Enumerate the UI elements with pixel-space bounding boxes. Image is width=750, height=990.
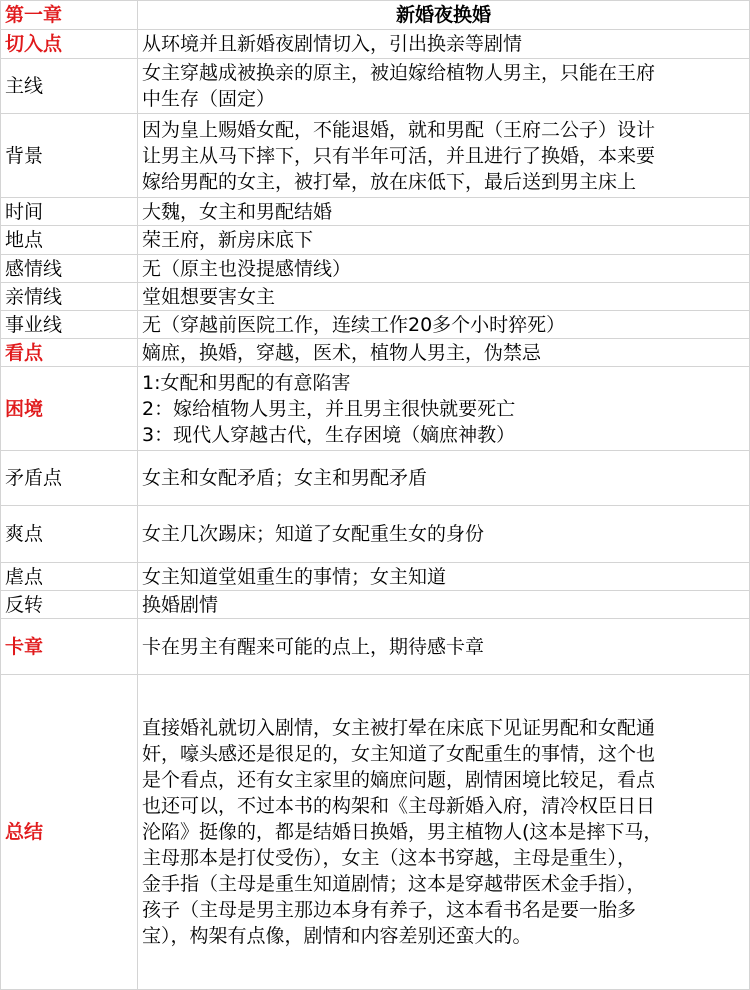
value-cliffhanger[interactable]: 卡在男主有醒来可能的点上，期待感卡章 [138,619,750,675]
label-background[interactable]: 背景 [1,114,138,198]
main-plot-line: 女主穿越成被换亲的原主，被迫嫁给植物人男主，只能在王府 [142,62,656,84]
label-family-line[interactable]: 亲情线 [1,283,138,311]
label-satisfying-points[interactable]: 爽点 [1,506,138,563]
predicament-line: 1:女配和男配的有意陷害 [142,371,351,394]
value-time[interactable]: 大魏，女主和男配结婚 [138,198,750,226]
value-satisfying-points[interactable]: 女主几次踢床；知道了女配重生女的身份 [138,506,750,563]
label-conflict[interactable]: 矛盾点 [1,451,138,506]
value-angst-points[interactable]: 女主知道堂姐重生的事情；女主知道 [138,563,750,591]
row-twist [1,591,750,619]
background-line: 嫁给男配的女主，被打晕，放在床低下，最后送到男主床上 [142,170,637,193]
row-family-line [1,283,750,311]
main-plot-line: 中生存（固定） [142,88,276,110]
label-time[interactable]: 时间 [1,198,138,226]
header-row [1,1,750,30]
row-career-line [1,311,750,339]
summary-line: 宝），构架有点像，剧情和内容差别还蛮大的。 [142,925,532,947]
background-line: 因为皇上赐婚女配，不能退婚，就和男配（王府二公子）设计 [142,118,656,141]
label-summary[interactable]: 总结 [1,675,138,990]
row-time [1,198,750,226]
summary-line: 是个看点，还有女主家里的嫡庶问题，剧情困境比较足，看点 [142,769,656,791]
value-highlights[interactable]: 嫡庶，换婚，穿越，医术，植物人男主，伪禁忌 [138,339,750,367]
predicament-line: 3：现代人穿越古代，生存困境（嫡庶神教） [142,423,516,446]
row-highlights [1,339,750,367]
label-cliffhanger[interactable]: 卡章 [1,619,138,675]
summary-line: 金手指（主母是重生知道剧情；这本是穿越带医术金手指）， [142,873,646,895]
row-location [1,226,750,255]
label-career-line[interactable]: 事业线 [1,311,138,339]
value-predicament[interactable] [138,367,750,451]
value-twist[interactable]: 换婚剧情 [138,591,750,619]
label-entry-point[interactable]: 切入点 [1,30,138,59]
value-summary[interactable] [138,675,750,990]
row-romance-line [1,255,750,283]
value-background[interactable] [138,114,750,198]
value-romance-line[interactable]: 无（原主也没提感情线） [138,255,750,283]
label-highlights[interactable]: 看点 [1,339,138,367]
value-main-plot[interactable] [138,59,750,114]
chapter-cell[interactable]: 第一章 [1,1,138,30]
value-conflict[interactable]: 女主和女配矛盾；女主和男配矛盾 [138,451,750,506]
summary-line: 沦陷》挺像的，都是结婚日换婚，男主植物人(这本是摔下马， [142,821,663,843]
row-cliffhanger [1,619,750,675]
chapter-title-cell[interactable]: 新婚夜换婚 [138,1,750,30]
summary-line: 也还可以，不过本书的构架和《主母新婚入府，清冷权臣日日 [142,795,656,817]
value-location[interactable]: 荣王府，新房床底下 [138,226,750,255]
label-angst-points[interactable]: 虐点 [1,563,138,591]
row-background [1,114,750,198]
row-angst-points [1,563,750,591]
summary-line: 孩子（主母是男主那边本身有养子，这本看书名是要一胎多 [142,899,637,921]
label-twist[interactable]: 反转 [1,591,138,619]
label-predicament[interactable]: 困境 [1,367,138,451]
row-satisfying-points [1,506,750,563]
row-conflict [1,451,750,506]
label-location[interactable]: 地点 [1,226,138,255]
label-main-plot[interactable]: 主线 [1,59,138,114]
predicament-line: 2：嫁给植物人男主，并且男主很快就要死亡 [142,397,516,420]
value-family-line[interactable]: 堂姐想要害女主 [138,283,750,311]
label-romance-line[interactable]: 感情线 [1,255,138,283]
summary-line: 主母那本是打仗受伤），女主（这本书穿越，主母是重生）， [142,847,637,869]
value-entry-point[interactable]: 从环境并且新婚夜剧情切入，引出换亲等剧情 [138,30,750,59]
value-career-line[interactable]: 无（穿越前医院工作，连续工作20多个小时猝死） [138,311,750,339]
row-main-plot [1,59,750,114]
row-predicament [1,367,750,451]
summary-line: 奸，嚎头感还是很足的，女主知道了女配重生的事情，这个也 [142,743,656,765]
row-entry-point [1,30,750,59]
row-summary [1,675,750,990]
summary-line: 直接婚礼就切入剧情，女主被打晕在床底下见证男配和女配通 [142,717,656,739]
background-line: 让男主从马下摔下，只有半年可活，并且进行了换婚，本来要 [142,144,656,167]
